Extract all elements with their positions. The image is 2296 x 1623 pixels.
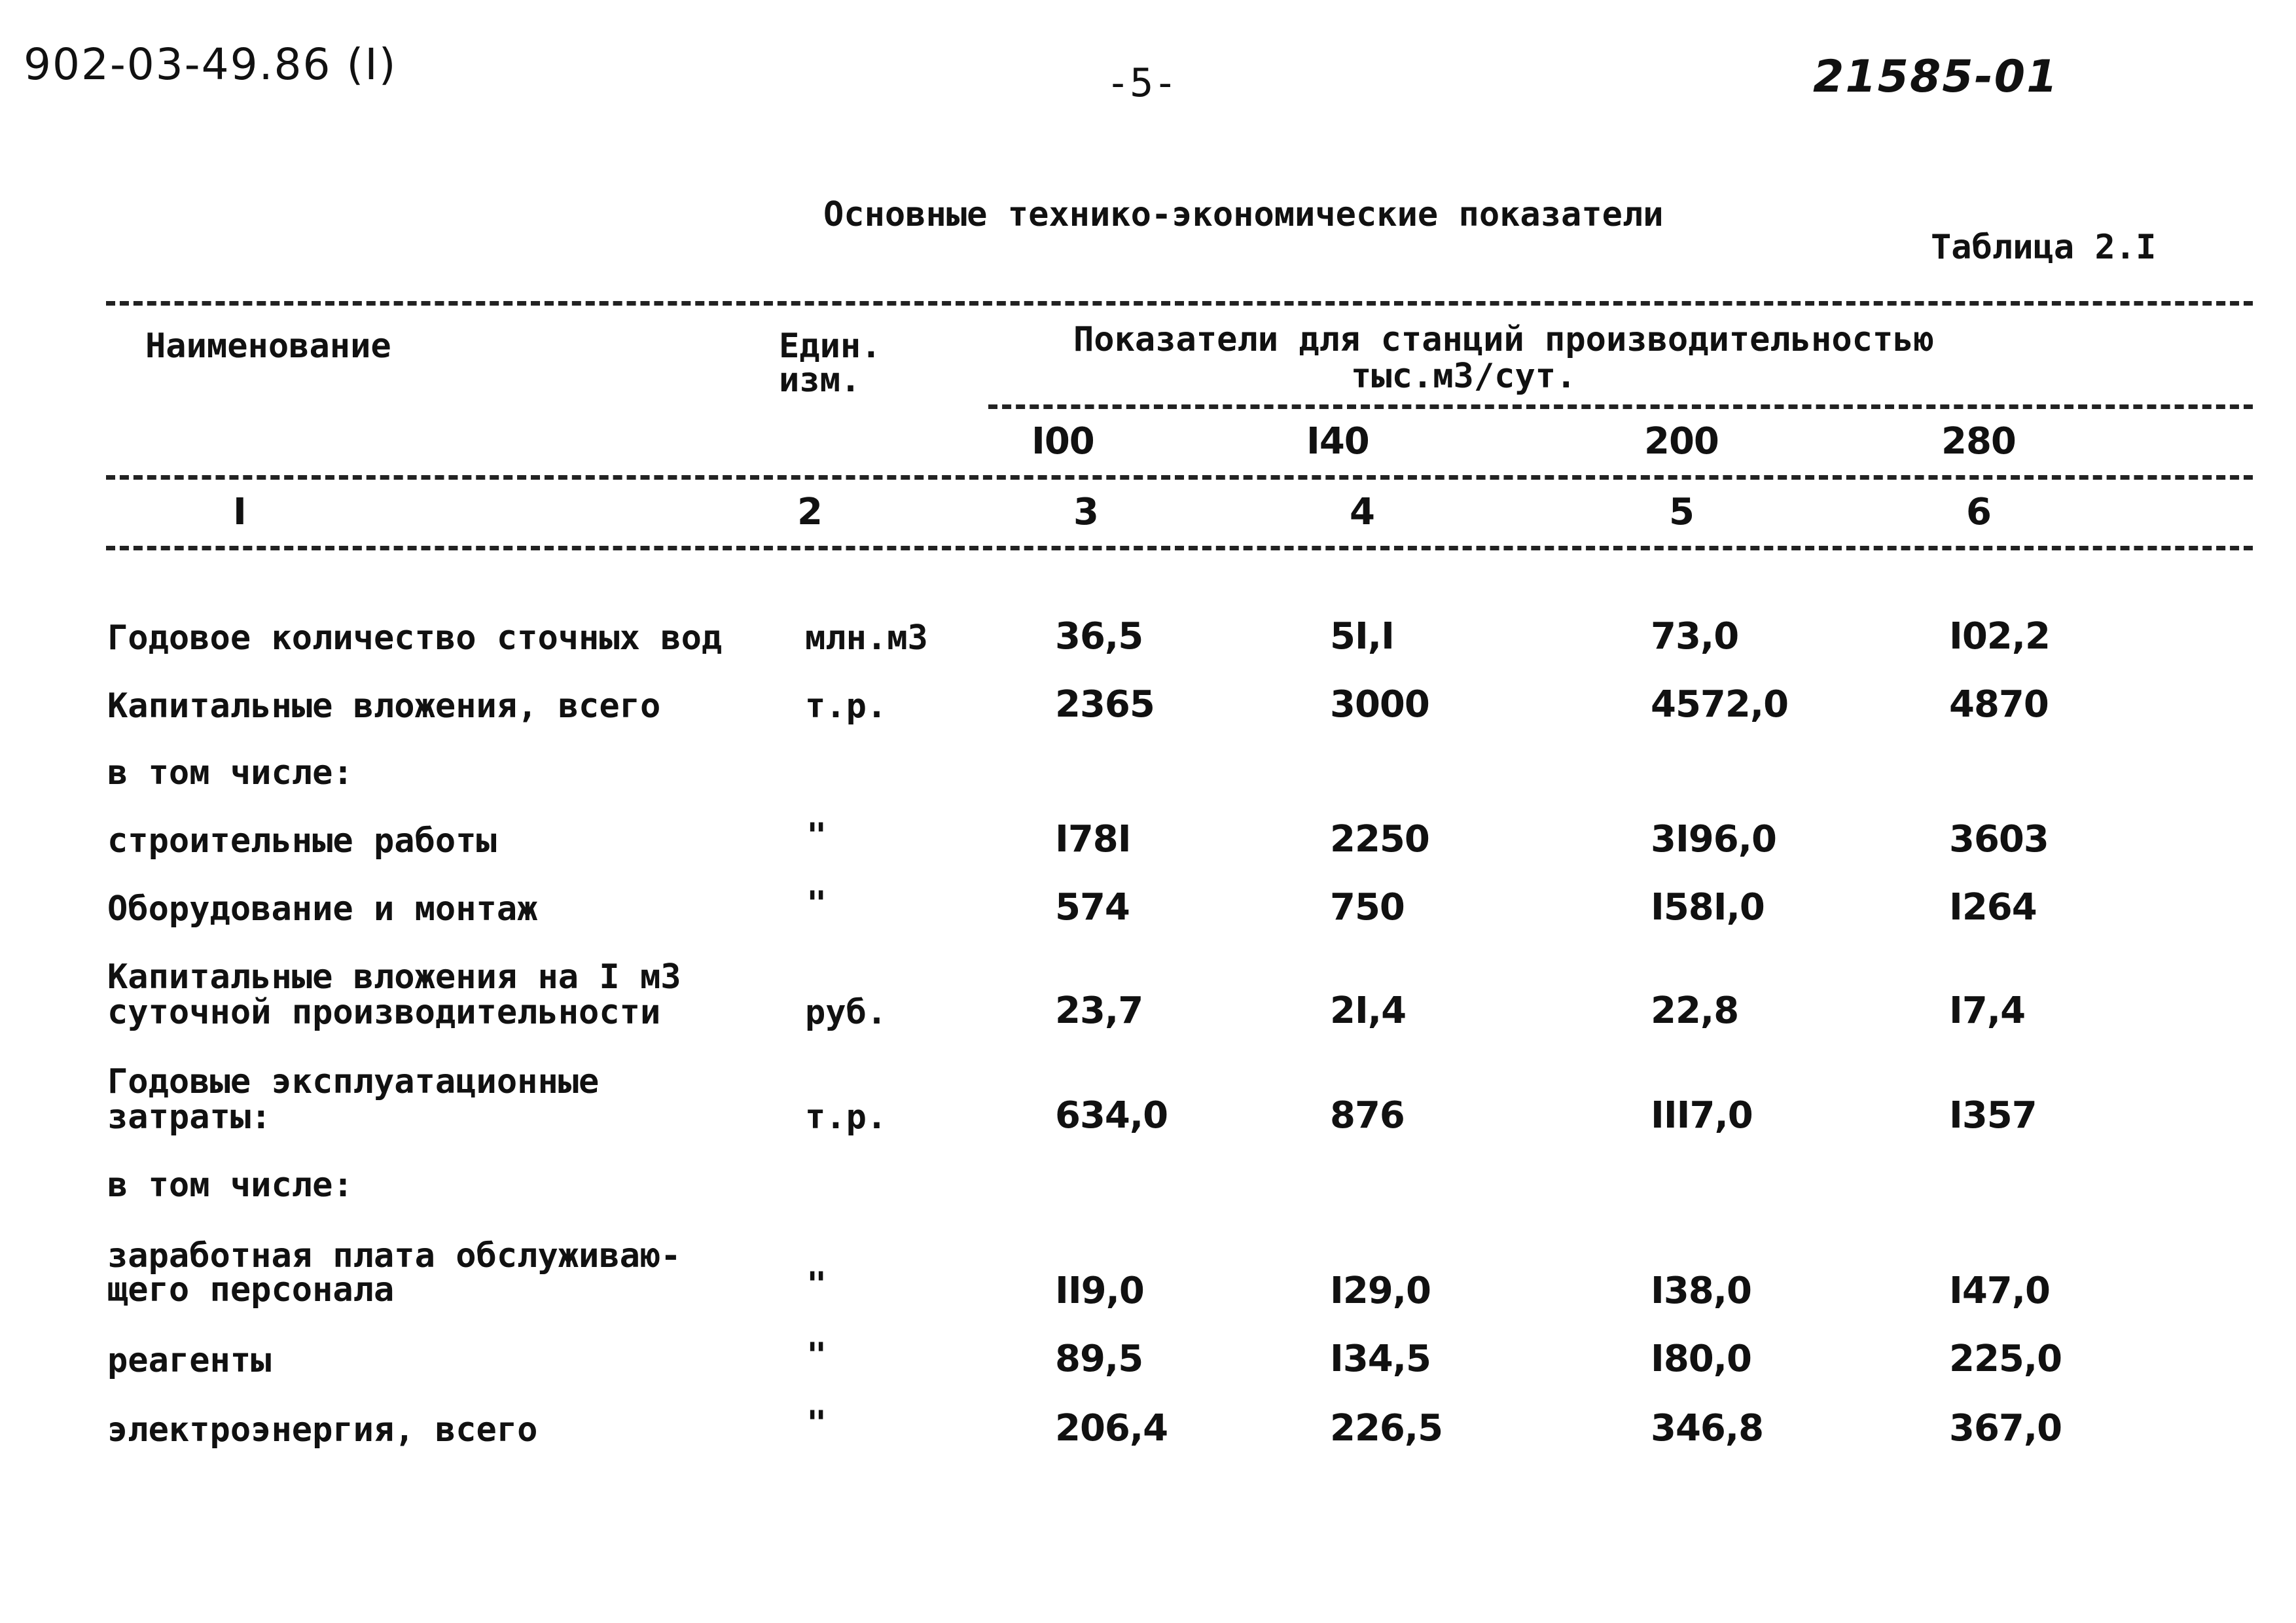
cell-value: I29,0: [1330, 1270, 1431, 1312]
cell-value: 206,4: [1055, 1407, 1168, 1450]
cell-value: I80,0: [1651, 1338, 1752, 1380]
row-name-continued: щего персонала: [107, 1270, 395, 1310]
capacity-group-rule: [988, 404, 2253, 409]
capacity-header: I00: [1031, 420, 1094, 463]
cell-value: I58I,0: [1651, 886, 1765, 929]
cell-value: 2I,4: [1330, 990, 1407, 1032]
cell-value: 750: [1330, 886, 1405, 929]
cell-value: 3I96,0: [1651, 818, 1776, 861]
cell-value: I357: [1949, 1094, 2037, 1137]
cell-value: 5I,I: [1330, 615, 1394, 658]
cell-value: III7,0: [1651, 1094, 1753, 1137]
column-number: 2: [797, 491, 823, 533]
cell-value: 225,0: [1949, 1338, 2062, 1380]
row-name: Годовые эксплуатационные: [107, 1062, 600, 1101]
row-unit: т.р.: [805, 1097, 888, 1137]
header-name: Наименование: [145, 327, 391, 366]
column-number: I: [233, 491, 247, 533]
column-number: 5: [1669, 491, 1695, 533]
row-unit: ": [806, 1404, 827, 1443]
inventory-stamp: 21585-01: [1813, 51, 2059, 103]
cell-value: 73,0: [1651, 615, 1739, 658]
page-title: Основные технико-экономические показатели: [823, 195, 1664, 234]
capacity-header: 280: [1941, 420, 2016, 463]
cell-value: 22,8: [1651, 990, 1739, 1032]
row-unit: ": [806, 884, 827, 923]
row-unit: т.р.: [805, 687, 888, 726]
column-number: 4: [1350, 491, 1375, 533]
cell-value: I02,2: [1949, 615, 2051, 658]
cell-value: I7,4: [1949, 990, 2026, 1032]
capacity-header: I40: [1306, 420, 1369, 463]
column-numbers-rule: [106, 546, 2253, 550]
cell-value: 89,5: [1055, 1338, 1143, 1380]
row-name-continued: затраты:: [107, 1097, 272, 1137]
cell-value: 4572,0: [1651, 683, 1789, 726]
row-unit: ": [806, 1265, 827, 1304]
cell-value: 367,0: [1949, 1407, 2062, 1450]
table-label: Таблица 2.I: [1931, 228, 2157, 267]
row-name: электроэнергия, всего: [107, 1410, 538, 1450]
row-name: в том числе:: [107, 753, 353, 793]
row-unit: ": [806, 1336, 827, 1375]
header-unit-line1: Един.: [779, 327, 882, 366]
row-name: строительные работы: [107, 821, 497, 861]
row-name: в том числе:: [107, 1166, 353, 1205]
cell-value: 2250: [1330, 818, 1429, 861]
cell-value: 3603: [1949, 818, 2049, 861]
cell-value: I47,0: [1949, 1270, 2051, 1312]
cell-value: 2365: [1055, 683, 1155, 726]
cell-value: 346,8: [1651, 1407, 1764, 1450]
cell-value: I264: [1949, 886, 2037, 929]
document-code: 902-03-49.86 (I): [24, 39, 397, 90]
cell-value: 23,7: [1055, 990, 1143, 1032]
cell-value: 3000: [1330, 683, 1429, 726]
row-name: Годовое количество сточных вод: [107, 618, 723, 658]
cell-value: 574: [1055, 886, 1130, 929]
row-name: Капитальные вложения на I м3: [107, 957, 681, 997]
cell-value: 876: [1330, 1094, 1405, 1137]
row-name: Оборудование и монтаж: [107, 889, 538, 929]
row-name: реагенты: [107, 1341, 272, 1380]
cell-value: I34,5: [1330, 1338, 1431, 1380]
cell-value: 634,0: [1055, 1094, 1168, 1137]
row-unit: руб.: [805, 993, 888, 1032]
cell-value: I38,0: [1651, 1270, 1752, 1312]
header-group-line1: Показатели для станций производительностью: [1073, 320, 1934, 359]
cell-value: 226,5: [1330, 1407, 1443, 1450]
capacity-header: 200: [1644, 420, 1719, 463]
column-number: 3: [1073, 491, 1099, 533]
column-number: 6: [1966, 491, 1992, 533]
cell-value: 4870: [1949, 683, 2049, 726]
header-group-line2: тыс.м3/сут.: [1351, 357, 1577, 396]
header-unit-line2: изм.: [779, 361, 861, 400]
header-bottom-rule: [106, 475, 2253, 480]
row-unit: млн.м3: [805, 618, 928, 658]
row-name: Капитальные вложения, всего: [107, 687, 661, 726]
table-top-rule: [106, 301, 2253, 306]
cell-value: II9,0: [1055, 1270, 1144, 1312]
page-number: -5-: [1106, 60, 1177, 106]
row-unit: ": [806, 816, 827, 855]
cell-value: 36,5: [1055, 615, 1143, 658]
cell-value: I78I: [1055, 818, 1131, 861]
row-name-continued: суточной производительности: [107, 993, 661, 1032]
row-name: заработная плата обслуживаю-: [107, 1236, 681, 1275]
